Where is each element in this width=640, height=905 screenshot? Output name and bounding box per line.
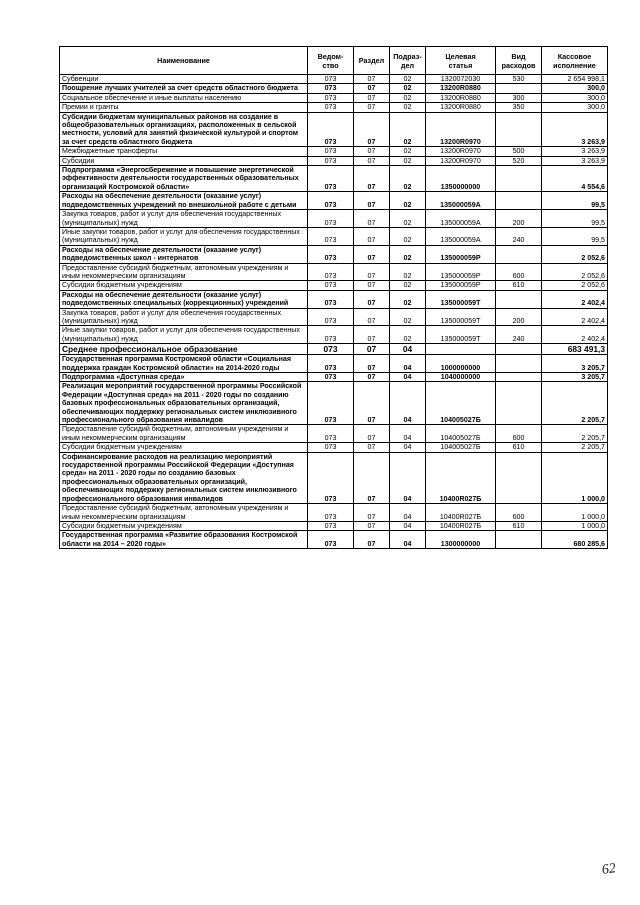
table-row (60, 245, 608, 263)
cell-exptype (496, 344, 542, 355)
cell-name: Подпрограмма «Доступная среда» (60, 373, 308, 382)
table-row (60, 112, 608, 147)
cell-subsection: 02 (390, 75, 426, 84)
cell-section: 07 (354, 531, 390, 549)
cell-section: 07 (354, 281, 390, 290)
cell-target: 13200R0880 (426, 103, 496, 112)
cell-ministry: 073 (308, 112, 354, 147)
cell-target: 10400R027Б (426, 504, 496, 522)
table-row (60, 326, 608, 344)
cell-ministry: 073 (308, 355, 354, 373)
cell-name: Субсидии бюджетным учреждениям (60, 443, 308, 452)
cell-exptype: 240 (496, 227, 542, 245)
header-subsection: Подраз- дел (390, 47, 426, 75)
cell-name: Субвенции (60, 75, 308, 84)
cell-subsection: 02 (390, 93, 426, 102)
cell-target: 135000059А (426, 227, 496, 245)
cell-name: Субсидии бюджетам муниципальных районов на создание в общеобразовательных организациях, расположенных в сельской местности, условий для занятий физической культурой и спортом за счет средств областного бюджета (60, 112, 308, 147)
cell-target: 1350000000 (426, 166, 496, 192)
cell-target: 135000059Р (426, 263, 496, 281)
cell-target: 104005027Б (426, 443, 496, 452)
cell-section: 07 (354, 210, 390, 228)
cell-target: 13200R0880 (426, 93, 496, 102)
table-row (60, 355, 608, 373)
cell-subsection: 02 (390, 156, 426, 165)
cell-amount: 2 402,4 (542, 290, 608, 308)
cell-subsection: 02 (390, 103, 426, 112)
cell-name: Реализация мероприятий государственной программы Российской Федерации «Доступная среда» на 2011 - 2020 годы по созданию базовых профессиональных образовательных организаций, обеспечивающих поддержку региональных систем инклюзивного профессионального образования инвалидов (60, 382, 308, 425)
cell-name: Софинансирование расходов на реализацию мероприятий государственной программы Российской Федерации «Доступная среда» на 2011 - 2020 годы по созданию базовых профессиональных образовательных организаций, обеспечивающих поддержку региональных систем инклюзивного профессионального образования инвалидов (60, 452, 308, 503)
cell-exptype (496, 245, 542, 263)
cell-name: Субсидии (60, 156, 308, 165)
cell-ministry: 073 (308, 531, 354, 549)
cell-ministry: 073 (308, 326, 354, 344)
cell-subsection: 02 (390, 308, 426, 326)
cell-subsection: 02 (390, 147, 426, 156)
cell-name: Предоставление субсидий бюджетным, автономным учреждениям и иным некоммерческим организациям (60, 425, 308, 443)
cell-subsection: 02 (390, 326, 426, 344)
cell-target: 135000059Т (426, 290, 496, 308)
table-row (60, 452, 608, 503)
cell-name: Поощрение лучших учителей за счет средств областного бюджета (60, 84, 308, 93)
cell-section: 07 (354, 156, 390, 165)
cell-ministry: 073 (308, 452, 354, 503)
table-row (60, 531, 608, 549)
header-ministry: Ведом- ство (308, 47, 354, 75)
header-amount: Кассовое исполнение (542, 47, 608, 75)
cell-subsection: 04 (390, 344, 426, 355)
table-row (60, 93, 608, 102)
cell-exptype (496, 382, 542, 425)
table-row (60, 344, 608, 355)
cell-amount: 3 263,9 (542, 147, 608, 156)
cell-amount: 2 052,6 (542, 263, 608, 281)
cell-subsection: 04 (390, 521, 426, 530)
cell-ministry: 073 (308, 425, 354, 443)
table-row (60, 210, 608, 228)
cell-section: 07 (354, 192, 390, 210)
cell-exptype: 200 (496, 308, 542, 326)
cell-target: 135000059Р (426, 245, 496, 263)
cell-subsection: 04 (390, 373, 426, 382)
cell-amount: 1 000,0 (542, 521, 608, 530)
cell-name: Расходы на обеспечение деятельности (оказание услуг) подведомственных учреждений по внешкольной работе с детьми (60, 192, 308, 210)
cell-exptype: 600 (496, 425, 542, 443)
cell-target: 104005027Б (426, 382, 496, 425)
cell-section: 07 (354, 227, 390, 245)
table-row (60, 373, 608, 382)
cell-amount: 2 205,7 (542, 382, 608, 425)
cell-exptype (496, 355, 542, 373)
cell-section: 07 (354, 112, 390, 147)
cell-target: 10400R027Б (426, 521, 496, 530)
cell-section: 07 (354, 344, 390, 355)
cell-ministry: 073 (308, 192, 354, 210)
cell-section: 07 (354, 504, 390, 522)
table-row (60, 504, 608, 522)
cell-name: Подпрограмма «Энергосбережение и повышение энергетической эффективности деятельности государственных образовательных организаций Костромской области» (60, 166, 308, 192)
cell-amount: 99,5 (542, 227, 608, 245)
cell-target: 1320072030 (426, 75, 496, 84)
cell-subsection: 02 (390, 192, 426, 210)
cell-amount: 1 000,0 (542, 504, 608, 522)
cell-section: 07 (354, 103, 390, 112)
cell-exptype: 600 (496, 504, 542, 522)
cell-subsection: 02 (390, 290, 426, 308)
cell-exptype: 300 (496, 93, 542, 102)
cell-amount: 1 000,0 (542, 452, 608, 503)
cell-amount: 2 052,6 (542, 281, 608, 290)
budget-table (59, 46, 608, 549)
cell-exptype: 240 (496, 326, 542, 344)
cell-exptype (496, 192, 542, 210)
cell-target: 135000059Р (426, 281, 496, 290)
cell-name: Расходы на обеспечение деятельности (оказание услуг) подведомственных школ - интернатов (60, 245, 308, 263)
cell-ministry: 073 (308, 443, 354, 452)
cell-amount: 3 263,9 (542, 112, 608, 147)
cell-exptype: 610 (496, 281, 542, 290)
cell-ministry: 073 (308, 290, 354, 308)
cell-name: Предоставление субсидий бюджетным, автономным учреждениям и иным некоммерческим организациям (60, 504, 308, 522)
cell-name: Среднее профессиональное образование (60, 344, 308, 355)
cell-exptype: 350 (496, 103, 542, 112)
cell-target: 13200R0970 (426, 147, 496, 156)
cell-amount: 3 205,7 (542, 355, 608, 373)
cell-name: Социальное обеспечение и иные выплаты населению (60, 93, 308, 102)
cell-subsection: 04 (390, 452, 426, 503)
table-row (60, 103, 608, 112)
cell-amount: 2 205,7 (542, 443, 608, 452)
cell-ministry: 073 (308, 147, 354, 156)
table-row (60, 263, 608, 281)
cell-amount: 683 491,3 (542, 344, 608, 355)
cell-amount: 2 402,4 (542, 326, 608, 344)
table-row (60, 425, 608, 443)
cell-amount: 2 402,4 (542, 308, 608, 326)
cell-ministry: 073 (308, 263, 354, 281)
cell-ministry: 073 (308, 344, 354, 355)
cell-ministry: 073 (308, 281, 354, 290)
header-exptype: Вид расходов (496, 47, 542, 75)
cell-exptype (496, 452, 542, 503)
cell-section: 07 (354, 166, 390, 192)
cell-target (426, 344, 496, 355)
cell-ministry: 073 (308, 373, 354, 382)
cell-subsection: 04 (390, 443, 426, 452)
cell-section: 07 (354, 452, 390, 503)
cell-section: 07 (354, 93, 390, 102)
cell-subsection: 04 (390, 504, 426, 522)
table-row (60, 281, 608, 290)
cell-section: 07 (354, 147, 390, 156)
cell-name: Межбюджетные трансферты (60, 147, 308, 156)
cell-exptype (496, 112, 542, 147)
cell-target: 135000059А (426, 210, 496, 228)
cell-section: 07 (354, 84, 390, 93)
cell-name: Предоставление субсидий бюджетным, автономным учреждениям и иным некоммерческим организациям (60, 263, 308, 281)
cell-ministry: 073 (308, 521, 354, 530)
header-section: Раздел (354, 47, 390, 75)
table-header-row (60, 47, 608, 75)
cell-name: Закупка товаров, работ и услуг для обеспечения государственных (муниципальных) нужд (60, 308, 308, 326)
cell-subsection: 04 (390, 382, 426, 425)
cell-target: 13200R0880 (426, 84, 496, 93)
cell-exptype (496, 290, 542, 308)
cell-target: 135000059Т (426, 308, 496, 326)
cell-exptype: 500 (496, 147, 542, 156)
cell-section: 07 (354, 75, 390, 84)
cell-target: 13200R0970 (426, 156, 496, 165)
cell-subsection: 02 (390, 245, 426, 263)
cell-subsection: 02 (390, 84, 426, 93)
header-name: Наименование (60, 47, 308, 75)
cell-exptype: 530 (496, 75, 542, 84)
cell-name: Расходы на обеспечение деятельности (оказание услуг) подведомственных специальных (коррекционных) учреждений (60, 290, 308, 308)
cell-section: 07 (354, 308, 390, 326)
cell-name: Закупка товаров, работ и услуг для обеспечения государственных (муниципальных) нужд (60, 210, 308, 228)
table-row (60, 166, 608, 192)
cell-target: 1040000000 (426, 373, 496, 382)
cell-amount: 3 263,9 (542, 156, 608, 165)
cell-section: 07 (354, 245, 390, 263)
table-row (60, 521, 608, 530)
cell-section: 07 (354, 443, 390, 452)
cell-name: Иные закупки товаров, работ и услуг для обеспечения государственных (муниципальных) нужд (60, 227, 308, 245)
cell-subsection: 04 (390, 531, 426, 549)
cell-amount: 99,5 (542, 192, 608, 210)
cell-name: Государственная программа «Развитие образования Костромской области на 2014 – 2020 годы» (60, 531, 308, 549)
table-row (60, 382, 608, 425)
cell-amount: 300,0 (542, 93, 608, 102)
cell-subsection: 02 (390, 263, 426, 281)
table-row (60, 84, 608, 93)
cell-exptype (496, 373, 542, 382)
cell-subsection: 04 (390, 355, 426, 373)
cell-ministry: 073 (308, 103, 354, 112)
cell-amount: 2 052,6 (542, 245, 608, 263)
cell-target: 104005027Б (426, 425, 496, 443)
cell-target: 13200R0970 (426, 112, 496, 147)
cell-amount: 99,5 (542, 210, 608, 228)
cell-ministry: 073 (308, 308, 354, 326)
cell-ministry: 073 (308, 210, 354, 228)
cell-section: 07 (354, 425, 390, 443)
cell-target: 135000059Т (426, 326, 496, 344)
table-body (60, 75, 608, 549)
cell-exptype: 520 (496, 156, 542, 165)
cell-section: 07 (354, 263, 390, 281)
cell-exptype: 610 (496, 443, 542, 452)
cell-exptype (496, 166, 542, 192)
cell-subsection: 02 (390, 166, 426, 192)
table-row (60, 308, 608, 326)
cell-subsection: 02 (390, 112, 426, 147)
cell-name: Премии и гранты (60, 103, 308, 112)
cell-subsection: 02 (390, 210, 426, 228)
cell-exptype: 610 (496, 521, 542, 530)
cell-section: 07 (354, 355, 390, 373)
cell-ministry: 073 (308, 166, 354, 192)
cell-name: Субсидии бюджетным учреждениям (60, 521, 308, 530)
cell-amount: 4 554,6 (542, 166, 608, 192)
cell-amount: 300,0 (542, 84, 608, 93)
table-row (60, 443, 608, 452)
cell-ministry: 073 (308, 156, 354, 165)
cell-ministry: 073 (308, 245, 354, 263)
table-row (60, 156, 608, 165)
cell-target: 1000000000 (426, 355, 496, 373)
table-row (60, 75, 608, 84)
cell-amount: 3 205,7 (542, 373, 608, 382)
cell-exptype (496, 531, 542, 549)
cell-subsection: 02 (390, 227, 426, 245)
cell-section: 07 (354, 373, 390, 382)
page-number: 62 (600, 861, 617, 878)
cell-name: Государственная программа Костромской области «Социальная поддержка граждан Костромской области» на 2014-2020 годы (60, 355, 308, 373)
cell-subsection: 04 (390, 425, 426, 443)
header-target: Целевая статья (426, 47, 496, 75)
cell-exptype: 200 (496, 210, 542, 228)
cell-ministry: 073 (308, 504, 354, 522)
cell-amount: 2 205,7 (542, 425, 608, 443)
cell-ministry: 073 (308, 84, 354, 93)
cell-exptype (496, 84, 542, 93)
cell-section: 07 (354, 326, 390, 344)
cell-target: 135000059А (426, 192, 496, 210)
cell-ministry: 073 (308, 227, 354, 245)
cell-amount: 680 285,6 (542, 531, 608, 549)
cell-name: Субсидии бюджетным учреждениям (60, 281, 308, 290)
cell-exptype: 600 (496, 263, 542, 281)
cell-section: 07 (354, 382, 390, 425)
cell-ministry: 073 (308, 93, 354, 102)
cell-section: 07 (354, 521, 390, 530)
table-row (60, 147, 608, 156)
table-row (60, 227, 608, 245)
cell-amount: 300,0 (542, 103, 608, 112)
cell-amount: 2 654 998,1 (542, 75, 608, 84)
cell-ministry: 073 (308, 382, 354, 425)
cell-target: 1300000000 (426, 531, 496, 549)
cell-name: Иные закупки товаров, работ и услуг для обеспечения государственных (муниципальных) нужд (60, 326, 308, 344)
cell-target: 10400R027Б (426, 452, 496, 503)
cell-section: 07 (354, 290, 390, 308)
cell-ministry: 073 (308, 75, 354, 84)
table-row (60, 192, 608, 210)
table-row (60, 290, 608, 308)
cell-subsection: 02 (390, 281, 426, 290)
